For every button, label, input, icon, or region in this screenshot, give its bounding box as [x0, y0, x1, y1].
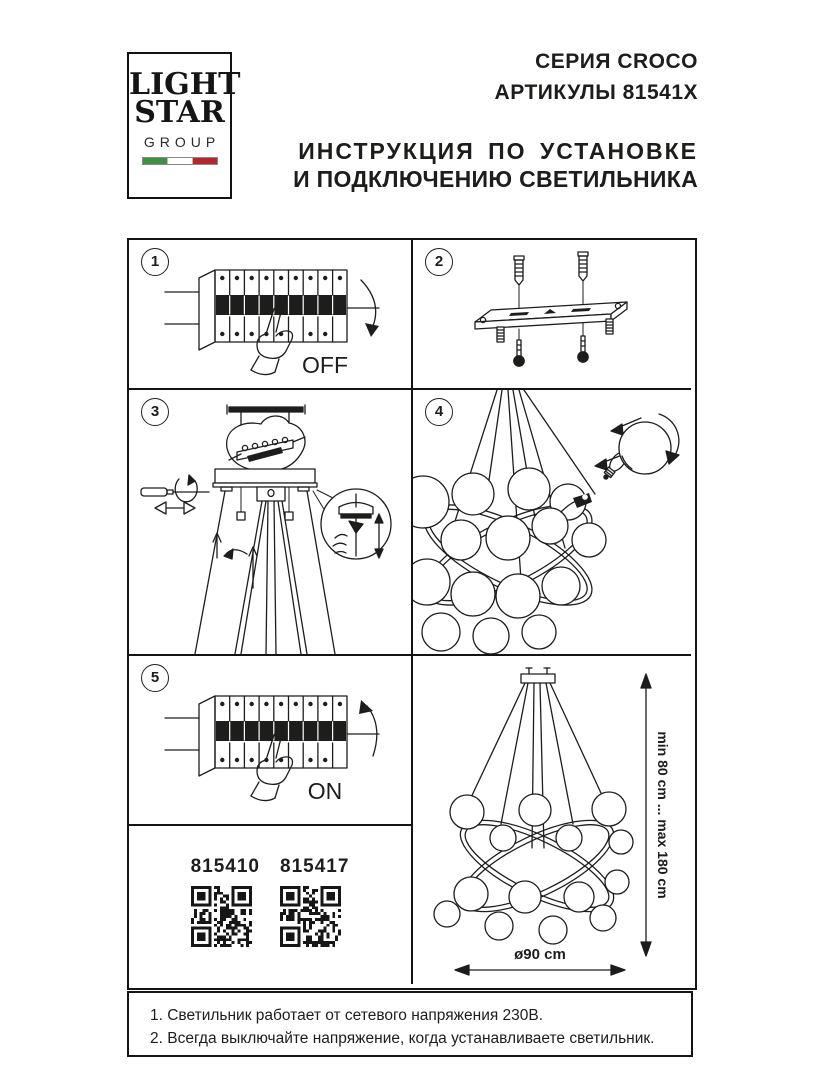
article-number-label: 815410 — [190, 856, 260, 877]
wall-anchor-icon — [578, 252, 588, 281]
screw-icon — [514, 340, 524, 366]
steps-grid — [127, 238, 697, 990]
flag-white-segment — [167, 158, 193, 164]
breaker-on-illustration — [129, 666, 411, 814]
height-dimension-label: min 80 cm ... max 180 cm — [655, 731, 671, 899]
diameter-dimension — [455, 965, 625, 975]
suspension-wires — [195, 491, 335, 654]
qr-panel — [129, 826, 413, 984]
switch-off-label: OFF — [302, 352, 348, 378]
step-2-panel — [413, 240, 691, 390]
height-dimension — [641, 674, 651, 956]
step-3-panel — [129, 390, 413, 656]
logo-word-group: GROUP — [143, 134, 221, 150]
arrow-up-icon — [359, 700, 377, 756]
note-line: 1. Светильник работает от сетевого напряжения 230В. — [150, 1007, 544, 1024]
qr-item-815417 — [280, 856, 349, 947]
article-number-label: 815417 — [280, 856, 350, 877]
canopy-wiring-illustration — [129, 390, 411, 654]
italian-flag-bar — [142, 157, 218, 165]
dimensions-panel — [413, 656, 691, 984]
bracket-mounting-illustration — [413, 240, 691, 388]
instruction-title-line1: ИНСТРУКЦИЯ ПО УСТАНОВКЕ — [298, 138, 698, 164]
breaker-off-illustration — [129, 240, 411, 388]
step-number-badge: 3 — [141, 398, 169, 426]
threaded-stud-icon — [606, 319, 613, 334]
glass-spheres — [413, 468, 606, 654]
glass-spheres — [434, 792, 633, 944]
screw-icon — [578, 336, 588, 362]
step-number-badge: 2 — [425, 248, 453, 276]
threaded-stud-icon — [497, 327, 504, 342]
wall-anchor-icon — [514, 256, 524, 285]
lightstar-logo — [127, 52, 241, 199]
diameter-dimension-label: ø90 cm — [514, 946, 566, 963]
adjust-arrows — [213, 533, 257, 588]
articles-title: АРТИКУЛЫ 81541X — [494, 81, 698, 104]
step-4-panel — [413, 390, 691, 656]
final-fixture-illustration — [413, 656, 691, 984]
logo-word-light: LIGHT — [129, 67, 241, 102]
step-number-badge: 4 — [425, 398, 453, 426]
note-line: 2. Всегда выключайте напряжение, когда устанавливаете светильник. — [150, 1030, 655, 1047]
step-5-panel — [129, 656, 413, 826]
logo-word-star: STAR — [134, 95, 225, 130]
ceiling-canopy — [521, 668, 555, 683]
square-nut-icon — [237, 512, 245, 520]
step-1-panel — [129, 240, 413, 390]
square-nut-icon — [285, 512, 293, 520]
screwdriver-icon — [141, 475, 209, 514]
shade-assembly-illustration — [413, 390, 691, 654]
glass-sphere — [619, 422, 671, 474]
switch-on-label: ON — [307, 778, 343, 804]
qr-code-icon — [191, 886, 252, 947]
terminal-block-detail — [227, 416, 305, 471]
flag-green-segment — [143, 158, 167, 164]
safety-notes — [127, 991, 693, 1057]
ceiling-canopy — [213, 469, 317, 501]
cable-lock-detail — [321, 489, 391, 559]
step-number-badge: 5 — [141, 664, 169, 692]
qr-item-815410 — [191, 856, 260, 947]
mounting-plate — [475, 302, 627, 329]
flag-red-segment — [193, 158, 217, 164]
qr-code-icon — [280, 886, 341, 947]
step-number-badge: 1 — [141, 248, 169, 276]
instruction-title-line2: И ПОДКЛЮЧЕНИЮ СВЕТИЛЬНИКА — [293, 166, 698, 192]
series-title: СЕРИЯ CROCO — [535, 50, 698, 73]
